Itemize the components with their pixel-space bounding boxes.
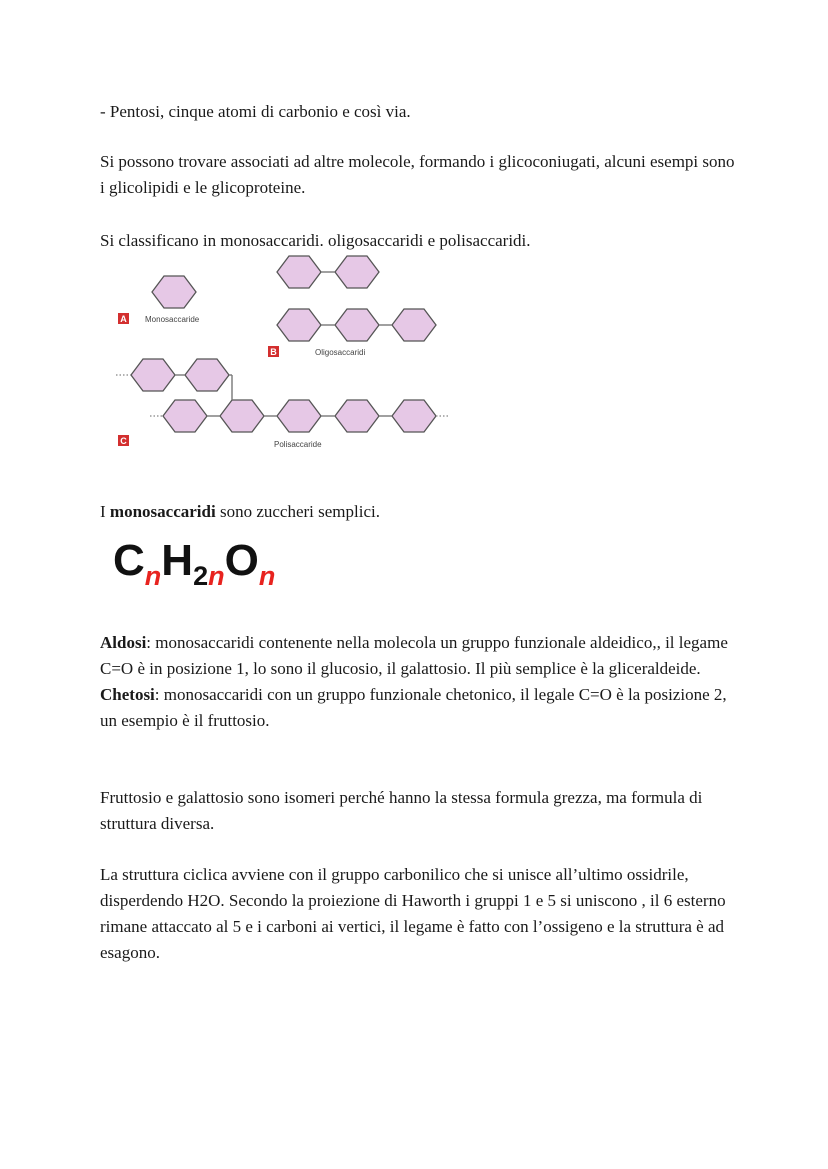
general-formula [113, 534, 275, 594]
formula-c: C [113, 536, 145, 585]
label-c-group [118, 435, 322, 449]
formula-sub-c [145, 561, 162, 591]
label-oligosaccaridi: Oligosaccaridi [315, 348, 366, 357]
formula-o: O [224, 536, 259, 585]
paragraph-classificazione: Si classificano in monosaccaridi. oligosaccaridi e polisaccaridi. [100, 231, 531, 250]
paragraph-aldosi-chetosi [100, 630, 740, 734]
label-a-group [118, 313, 200, 324]
formula-n-c: n [144, 561, 162, 591]
badge-c-letter: C [120, 436, 127, 446]
hexagon-poly-chain-3 [277, 400, 321, 432]
hexagon-poly-chain-5 [392, 400, 436, 432]
hexagon-monosaccharide [152, 276, 196, 308]
hexagon-oligo-3 [277, 309, 321, 341]
label-polisaccaride: Polisaccaride [274, 440, 322, 449]
paragraph-struttura-ciclica: La struttura ciclica avviene con il gruppo carbonilico che si unisce all’ultimo ossidrile, disperdendo H2O. Secondo la proiezione di Haworth i gruppi 1 e 5 si uniscono , il 6 esterno rimane attaccato al 5 e i carboni ai vertici, il legame è fatto con l’ossigeno e la struttura è ad esagono. [100, 865, 726, 962]
aldosi-term: Aldosi [100, 633, 147, 652]
monosaccaridi-term: monosaccaridi [109, 502, 216, 521]
chetosi-text: : monosaccaridi con un gruppo funzionale chetonico, il legale C=O è la posizione 2, un esempio è il fruttosio. [100, 685, 727, 730]
formula-sub-o [259, 561, 276, 591]
monosaccaridi-pre: I [100, 502, 110, 521]
label-monosaccaride: Monosaccaride [145, 315, 200, 324]
chetosi-term: Chetosi [100, 685, 155, 704]
hexagon-oligo-4 [335, 309, 379, 341]
hexagon-oligo-5 [392, 309, 436, 341]
hexagon-poly-chain-4 [335, 400, 379, 432]
saccharide-diagram [112, 252, 452, 462]
paragraph-pentosi: - Pentosi, cinque atomi di carbonio e così via. [100, 102, 411, 121]
formula-sub-h [193, 561, 225, 591]
paragraph-monosaccaridi [100, 499, 740, 525]
hexagon-oligo-2 [335, 256, 379, 288]
formula-two: 2 [193, 561, 209, 591]
aldosi-text: : monosaccaridi contenente nella molecola un gruppo funzionale aldeidico,, il legame C=O è in posizione 1, lo sono il glucosio, il galattosio. Il più semplice è la gliceraldeide. [100, 633, 728, 678]
formula-n-h: n [208, 561, 225, 591]
paragraph-isomeri: Fruttosio e galattosio sono isomeri perché hanno la stessa formula grezza, ma formula di struttura diversa. [100, 788, 703, 833]
formula-h: H [161, 536, 194, 585]
badge-a-letter: A [120, 314, 127, 324]
hexagon-poly-branch-2 [185, 359, 229, 391]
formula-n-o: n [258, 561, 276, 591]
label-b-group [268, 346, 365, 357]
hexagon-poly-chain-1 [163, 400, 207, 432]
badge-b-letter: B [270, 347, 277, 357]
paragraph-glicoconiugati: Si possono trovare associati ad altre molecole, formando i glicoconiugati, alcuni esempi sono i glicolipidi e le glicoproteine. [100, 152, 735, 197]
hexagon-oligo-1 [277, 256, 321, 288]
hexagon-poly-chain-2 [220, 400, 264, 432]
monosaccaridi-post: sono zuccheri semplici. [215, 502, 380, 521]
hexagon-poly-branch-1 [131, 359, 175, 391]
hexagon-group [131, 256, 436, 432]
